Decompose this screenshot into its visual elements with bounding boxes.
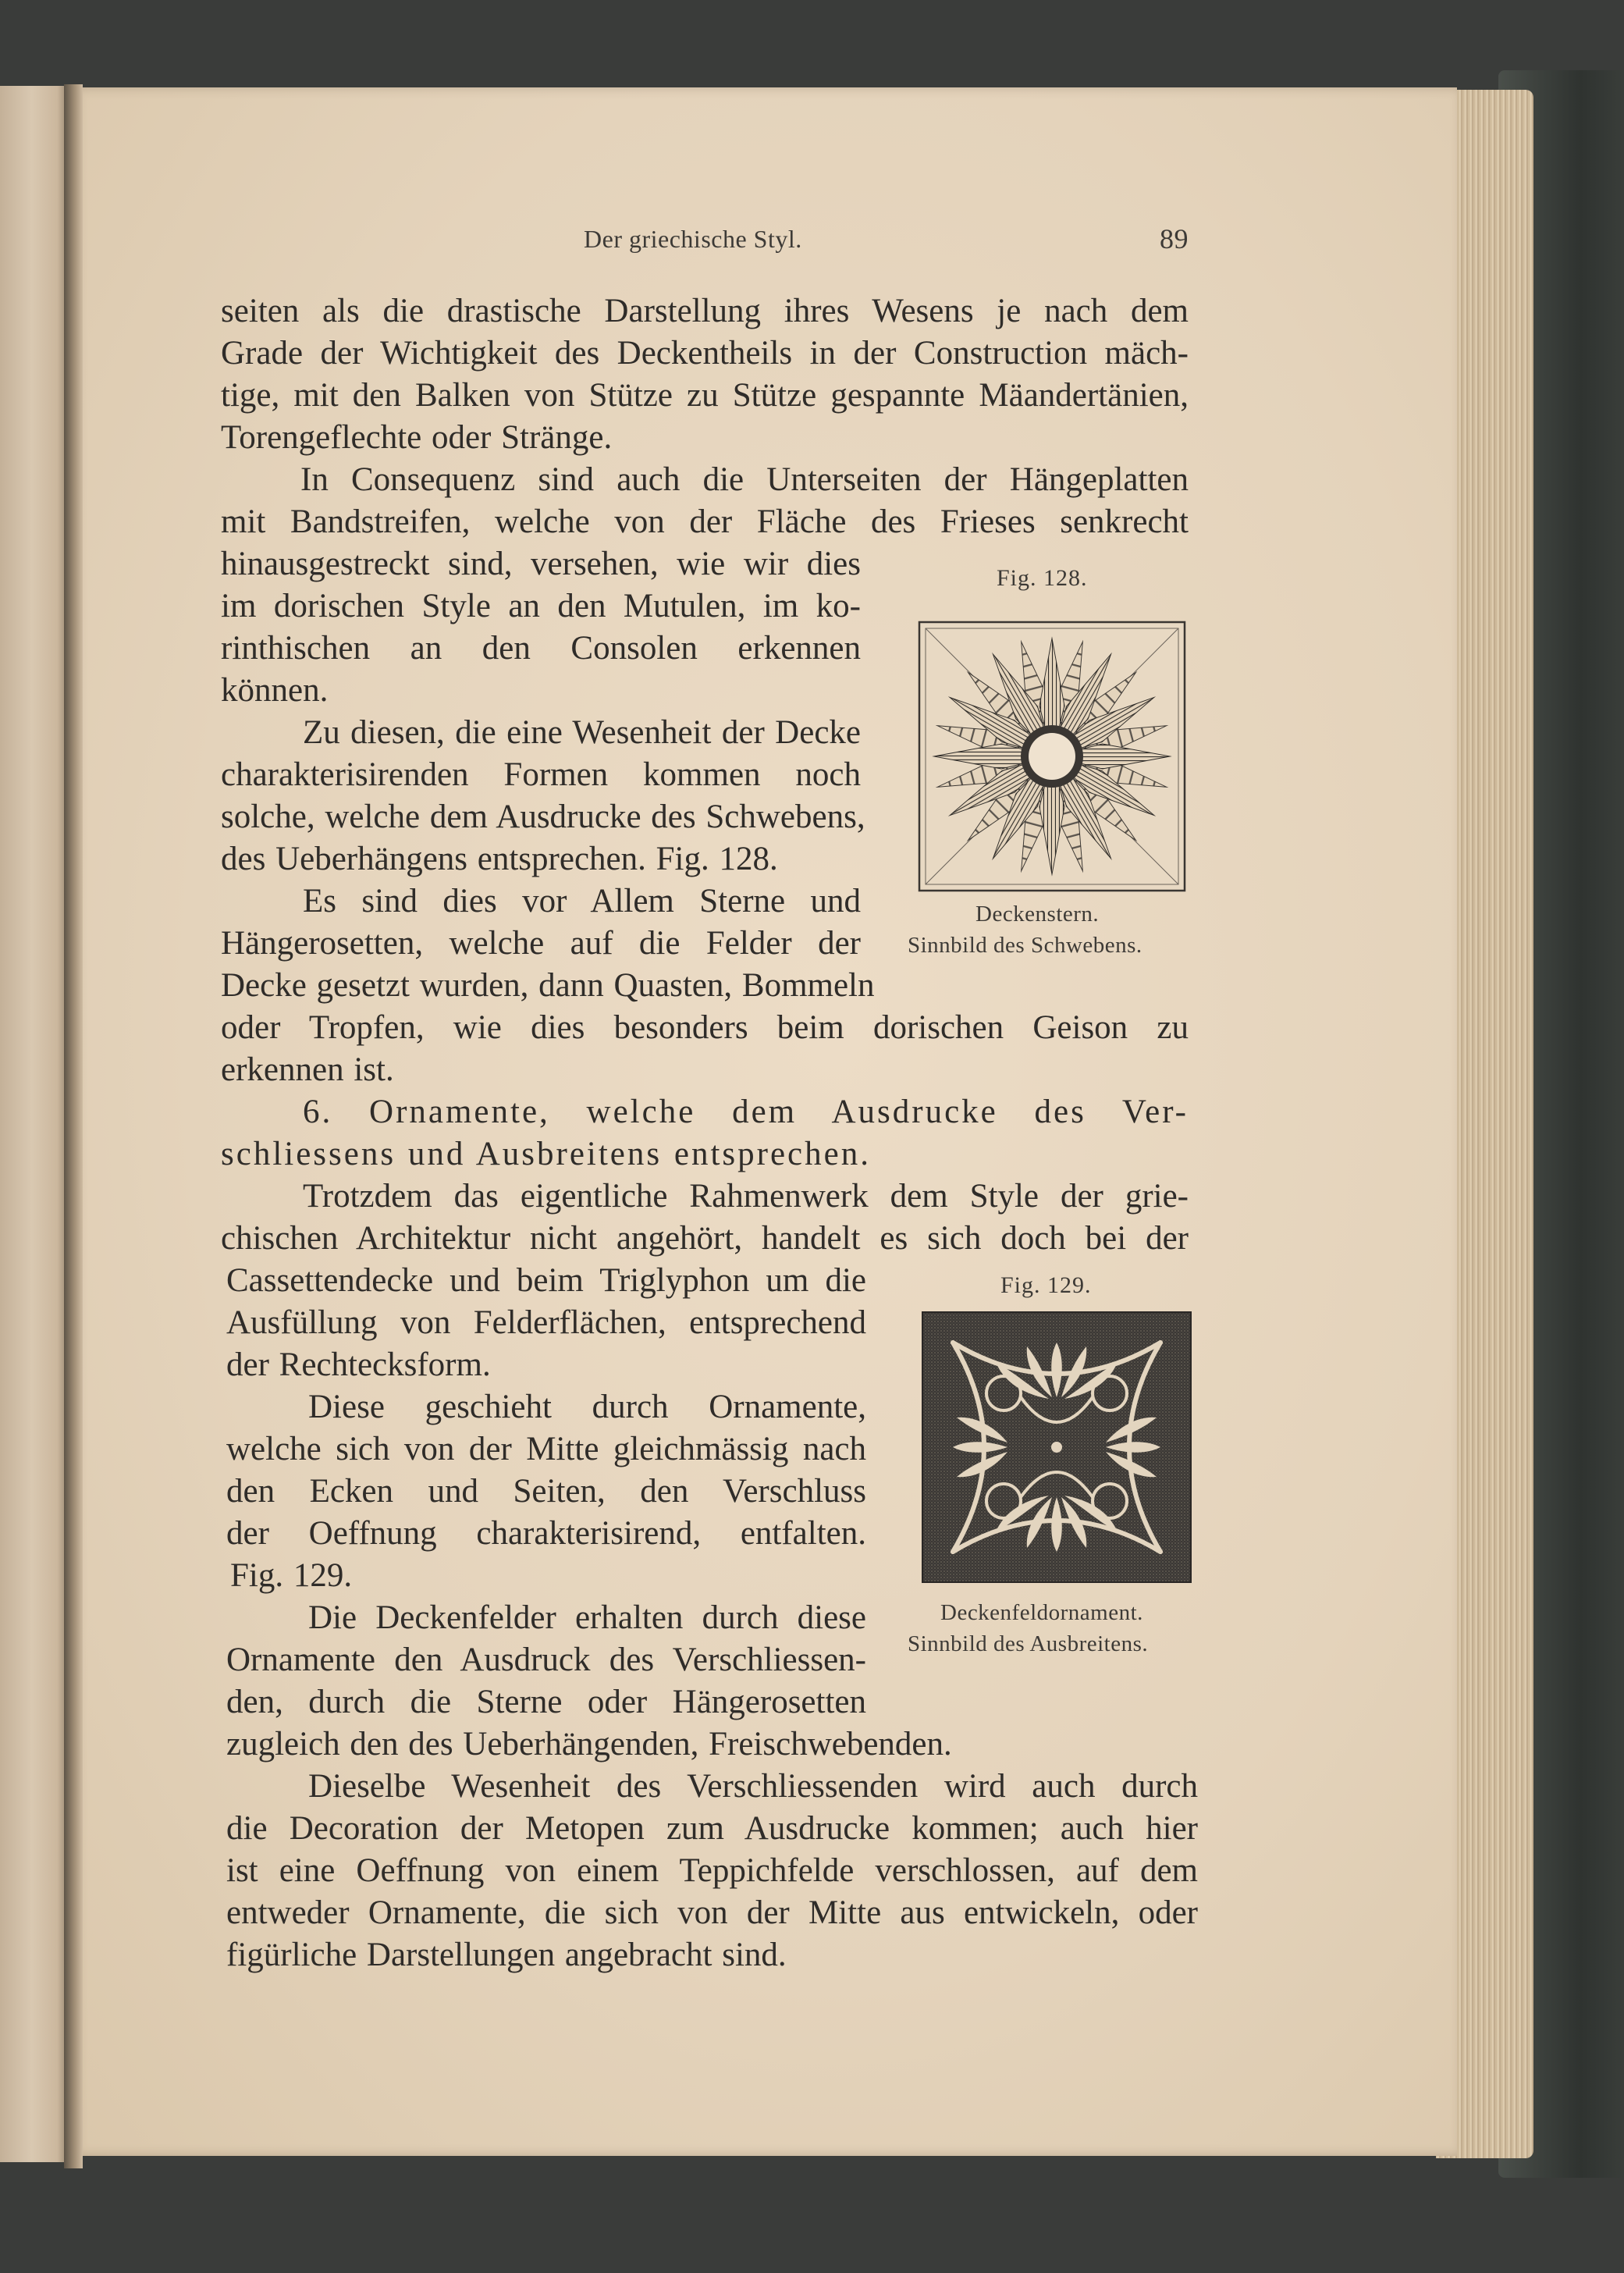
text-line: den Ecken und Seiten, den Verschluss xyxy=(226,1473,866,1510)
text-line: Grade der Wichtigkeit des Deckentheils in der Construction mäch- xyxy=(221,335,1189,372)
text-line: die Decoration der Metopen zum Ausdrucke kommen; auch hier xyxy=(226,1810,1198,1847)
text-line: der Oeffnung charakterisirend, entfalten. xyxy=(226,1515,866,1552)
text-line: können. xyxy=(221,672,329,709)
text-line: Dieselbe Wesenheit des Verschliessenden wird auch durch xyxy=(308,1768,1198,1805)
text-line: welche sich von der Mitte gleichmässig nach xyxy=(226,1431,866,1467)
fig129-caption-meaning: Sinnbild des Ausbreitens. xyxy=(908,1631,1149,1656)
text-line: solche, welche dem Ausdrucke des Schwebens, xyxy=(221,799,865,835)
fig129-caption-title: Deckenfeldornament. xyxy=(940,1600,1143,1625)
text-line: Hängerosetten, welche auf die Felder der xyxy=(221,925,861,962)
text-line: Zu diesen, die eine Wesenheit der Decke xyxy=(303,714,861,751)
text-line: ist eine Oeffnung von einem Teppichfelde verschlossen, auf dem xyxy=(226,1852,1198,1889)
text-line: Die Deckenfelder erhalten durch diese xyxy=(308,1599,866,1636)
running-head: Der griechische Styl. xyxy=(584,225,802,253)
fig129-label: Fig. 129. xyxy=(1000,1272,1092,1298)
text-line: tige, mit den Balken von Stütze zu Stütze gespannte Mäandertänien, xyxy=(221,377,1189,414)
text-line: des Ueberhängens entsprechen. Fig. 128. xyxy=(221,841,778,877)
text-line: erkennen ist. xyxy=(221,1051,394,1088)
text-line: Ornamente den Ausdruck des Verschliessen- xyxy=(226,1642,866,1678)
text-line: seiten als die drastische Darstellung ihres Wesens je nach dem xyxy=(221,293,1189,329)
text-line: im dorischen Style an den Mutulen, im ko- xyxy=(221,588,861,624)
text-line: Diese geschieht durch Ornamente, xyxy=(308,1389,866,1425)
fig129-palmette-ornament xyxy=(922,1311,1192,1583)
text-line: Fig. 129. xyxy=(230,1557,353,1594)
text-line: In Consequenz sind auch die Unterseiten der Hängeplatten xyxy=(300,461,1189,498)
text-line: Decke gesetzt wurden, dann Quasten, Bommeln xyxy=(221,967,875,1004)
text-line: Ausfüllung von Felderflächen, entsprechend xyxy=(226,1304,866,1341)
text-line: Cassettendecke und beim Triglyphon um die xyxy=(226,1262,866,1299)
text-line: entweder Ornamente, die sich von der Mitte aus entwickeln, oder xyxy=(226,1894,1198,1931)
fig128-caption-meaning: Sinnbild des Schwebens. xyxy=(908,933,1142,958)
text-line: charakterisirenden Formen kommen noch xyxy=(221,756,861,793)
fig128-label: Fig. 128. xyxy=(997,565,1088,591)
text-line: Es sind dies vor Allem Sterne und xyxy=(303,883,861,920)
text-line: hinausgestreckt sind, versehen, wie wir dies xyxy=(221,546,861,582)
text-line: figürliche Darstellungen angebracht sind. xyxy=(226,1937,787,1973)
section-heading-line: schliessens und Ausbreitens entsprechen. xyxy=(221,1136,871,1172)
text-line: chischen Architektur nicht angehört, handelt es sich doch bei der xyxy=(221,1220,1189,1257)
section-heading-line: 6. Ornamente, welche dem Ausdrucke des Ver- xyxy=(303,1094,1189,1130)
book-gutter xyxy=(64,84,83,2168)
text-line: den, durch die Sterne oder Hängerosetten xyxy=(226,1684,866,1720)
text-line: Torengeflechte oder Stränge. xyxy=(221,419,613,456)
page-number: 89 xyxy=(1160,223,1189,254)
fig128-caption-title: Deckenstern. xyxy=(975,902,1100,927)
left-page-edge xyxy=(0,86,70,2162)
text-line: zugleich den des Ueberhängenden, Freischwebenden. xyxy=(226,1726,952,1763)
fig128-star-ornament xyxy=(918,621,1186,892)
text-line: mit Bandstreifen, welche von der Fläche des Frieses senkrecht xyxy=(221,503,1189,540)
text-line: der Rechtecksform. xyxy=(226,1346,491,1383)
text-line: Trotzdem das eigentliche Rahmenwerk dem Style der grie- xyxy=(303,1178,1189,1215)
text-line: oder Tropfen, wie dies besonders beim dorischen Geison zu xyxy=(221,1009,1189,1046)
text-line: rinthischen an den Consolen erkennen xyxy=(221,630,861,667)
